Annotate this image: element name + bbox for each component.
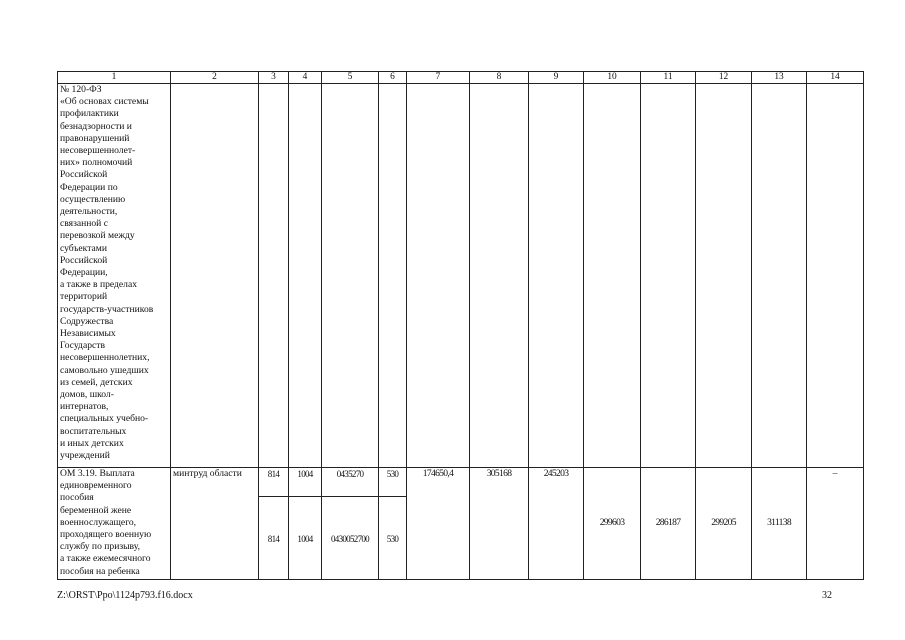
header-cell-5: 5: [322, 72, 379, 84]
header-cell-4: 4: [289, 72, 322, 84]
table-row: [58, 84, 864, 468]
row2-col5-old: 0435270: [322, 468, 378, 497]
row1-cell-7: [407, 84, 470, 468]
row1-cell-6: [379, 84, 407, 468]
row1-cell-3: [259, 84, 289, 468]
header-cell-8: 8: [470, 72, 529, 84]
row1-cell-4: [289, 84, 322, 468]
header-cell-11: 11: [641, 72, 696, 84]
header-cell-6: 6: [379, 72, 407, 84]
footer-page-number: 32: [822, 590, 832, 601]
row2-col6-old: 530: [379, 468, 406, 497]
header-cell-2: 2: [171, 72, 259, 84]
row1-cell-11: [641, 84, 696, 468]
row2-col3-new: 814: [267, 534, 280, 544]
row1-cell-2: [171, 84, 259, 468]
row2-col5-new: 0430052700: [330, 534, 369, 544]
row2-col6-new: 530: [386, 534, 399, 544]
header-row: [58, 72, 864, 84]
row2-col10: 299603: [584, 468, 641, 580]
row2-col14: –: [807, 468, 864, 580]
row1-cell-12: [696, 84, 752, 468]
row1-description: № 120-ФЗ «Об основах системы профилактики безнадзорности и правонарушений несовершеннолет- них» полномочий Российской Федерации по осуществлению деятельности, связанной с перевозкой между субъектами Российской Федерации, а также в пределах территорий государств-участников Содружества Независимых Государств несовершеннолетних, самовольно ушедших из семей, детских домов, школ- интернатов, специальных учебно- воспитательных и иных детских учреждений: [58, 84, 171, 468]
row1-cell-14: [807, 84, 864, 468]
header-cell-13: 13: [752, 72, 807, 84]
row2-col5: [322, 468, 379, 580]
row2-col4-old: 1004: [289, 468, 321, 497]
header-cell-7: 7: [407, 72, 470, 84]
header-cell-12: 12: [696, 72, 752, 84]
row2-col4-new: 1004: [297, 534, 313, 544]
row2-col13: 311138: [752, 468, 807, 580]
header-cell-10: 10: [584, 72, 641, 84]
row2-col7: 174650,4: [407, 468, 470, 580]
row1-cell-10: [584, 84, 641, 468]
footer-file-path: Z:\ORST\Ppo\1124p793.f16.docx: [57, 590, 193, 601]
row1-cell-9: [529, 84, 584, 468]
row2-col4: [289, 468, 322, 580]
header-cell-9: 9: [529, 72, 584, 84]
row2-ministry: минтруд области: [171, 468, 259, 580]
row1-cell-5: [322, 84, 379, 468]
row1-cell-8: [470, 84, 529, 468]
row2-col11: 286187: [641, 468, 696, 580]
row2-col8: 305168: [470, 468, 529, 580]
row2-description: ОМ 3.19. Выплата единовременного пособия беременной жене военнослужащего, проходящего военную службу по призыву, а также ежемесячного пособия на ребенка: [58, 468, 171, 580]
header-cell-14: 14: [807, 72, 864, 84]
document-table: [57, 71, 864, 580]
table-row: [58, 468, 864, 580]
row2-col9: 245203: [529, 468, 584, 580]
row2-col12: 299205: [696, 468, 752, 580]
row2-col3: [259, 468, 289, 580]
row2-col3-old: 814: [259, 468, 288, 497]
header-cell-3: 3: [259, 72, 289, 84]
header-cell-1: 1: [58, 72, 171, 84]
row2-col6: [379, 468, 407, 580]
row1-cell-13: [752, 84, 807, 468]
